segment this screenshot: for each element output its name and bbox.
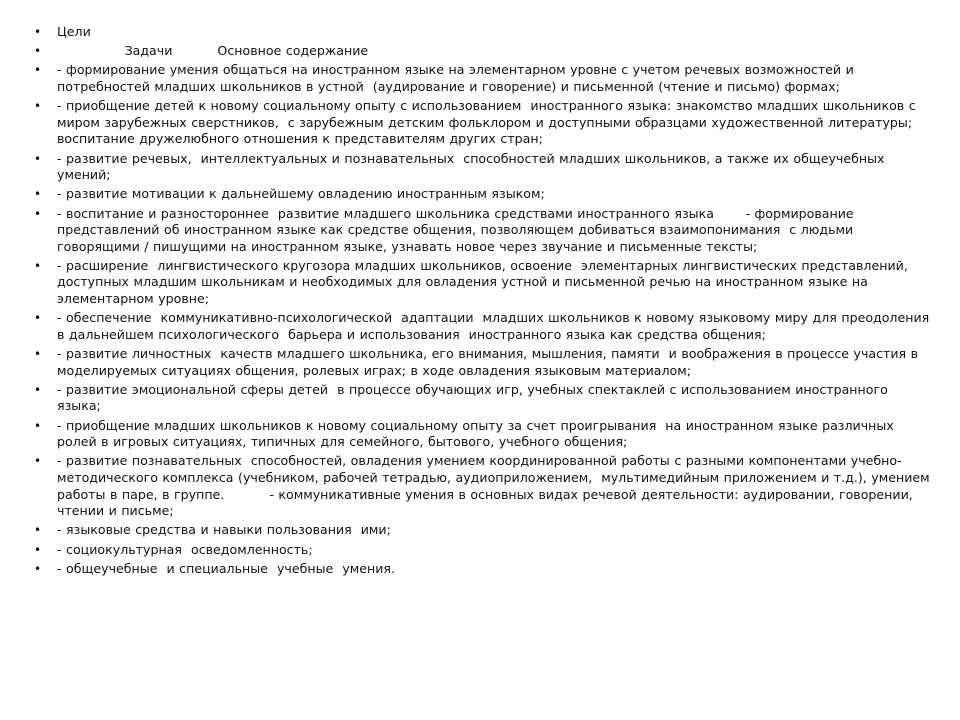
list-item-text: - развитие речевых, интеллектуальных и познавательных способностей младших школьников, а также их общеучебных умений; xyxy=(57,150,890,183)
list-item-text: - социокультурная осведомленность; xyxy=(57,541,313,557)
list-item-text: - общеучебные и специальные учебные умения. xyxy=(57,560,395,576)
list-item xyxy=(34,24,934,41)
list-item xyxy=(34,310,934,343)
bullet-list xyxy=(34,24,934,580)
list-item xyxy=(34,98,934,148)
list-item-text: - развитие познавательных способностей, овладения умением координированной работы с разными компонентами учебно-методического комплекса (учебником, рабочей тетрадью, аудиоприложением, мультимедийным приложением и т.д.), умением работы в паре, в группе. - коммуникативные умения в основных видах речевой деятельности: аудировании, говорении, чтении и письме; xyxy=(57,453,935,519)
list-item xyxy=(34,151,934,184)
list-item-text: - расширение лингвистического кругозора младших школьников, освоение элементарных лингвистических представлений, доступных младшим школьникам и необходимых для овладения устной и письменной речью на иностранном языке на элементарном уровне; xyxy=(57,257,913,307)
list-item xyxy=(34,186,934,203)
list-item-text: Задачи Основное содержание xyxy=(57,43,369,59)
list-item-text: - языковые средства и навыки пользования ими; xyxy=(57,522,391,538)
list-item xyxy=(34,418,934,451)
list-item xyxy=(34,561,934,578)
list-item xyxy=(34,453,934,519)
list-item xyxy=(34,522,934,539)
list-item xyxy=(34,542,934,559)
list-item xyxy=(34,346,934,379)
list-item-text: - формирование умения общаться на иностранном языке на элементарном уровне с учетом речевых возможностей и потребностей младших школьников в устной (аудирование и говорение) и письменной (чтение и письмо) формах; xyxy=(57,62,859,94)
list-item-text: - обеспечение коммуникативно-психологической адаптации младших школьников к новому языковому миру для преодоления в дальнейшем психологического барьера и использования иностранного языка как средства общения; xyxy=(57,310,934,342)
list-item-text: - приобщение младших школьников к новому социальному опыту за счет проигрывания на иностранном языке различных ролей в игровых ситуациях, типичных для семейного, бытового, учебного общения; xyxy=(57,417,899,450)
list-item xyxy=(34,43,934,60)
list-item xyxy=(34,258,934,308)
list-item xyxy=(34,62,934,95)
list-item-text: - приобщение детей к новому социальному опыту с использованием иностранного языка: знакомство младших школьников с миром зарубежных сверстников, с зарубежным детским фольклором и доступными образцами художественной литературы; воспитание дружелюбного отношения к представителям других стран; xyxy=(57,98,921,147)
list-item-text: - воспитание и разностороннее развитие младшего школьника средствами иностранного языка - формирование представлений об иностранном языке как средстве общения, позволяющем добиваться взаимопонимания с людьми говорящими / пишущими на иностранном языке, узнавать новое через звучание и письменные тексты; xyxy=(57,205,859,254)
list-item xyxy=(34,206,934,256)
list-item-text: - развитие эмоциональной сферы детей в процессе обучающих игр, учебных спектаклей с использованием иностранного языка; xyxy=(57,381,893,414)
list-item xyxy=(34,382,934,415)
list-item-text: - развитие мотивации к дальнейшему овладению иностранным языком; xyxy=(57,186,545,202)
list-item-text: Цели xyxy=(57,24,91,39)
list-item-text: - развитие личностных качеств младшего школьника, его внимания, мышления, памяти и воображения в процессе участия в моделируемых ситуациях общения, ролевых играх; в ходе овладения языковым материалом; xyxy=(57,346,923,378)
